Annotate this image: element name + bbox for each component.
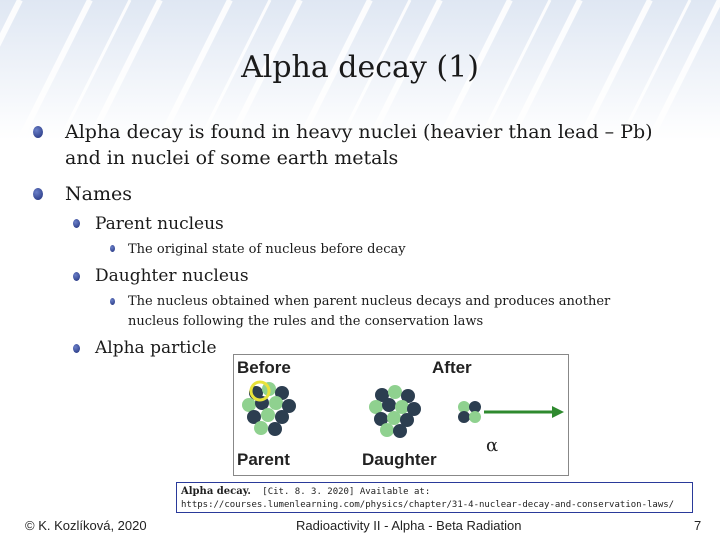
parent-nucleus-description: The original state of nucleus before decay <box>128 242 406 257</box>
parent-nucleus-icon <box>242 382 296 436</box>
bullet-parent-nucleus: Parent nucleus <box>95 214 224 234</box>
alpha-decay-figure <box>233 354 569 476</box>
bullet-dot <box>73 344 80 353</box>
bullet-dot <box>73 272 80 281</box>
bullet-daughter-nucleus: Daughter nucleus <box>95 266 249 286</box>
alpha-particle-icon <box>458 401 481 423</box>
figure-label-after: After <box>432 358 472 377</box>
figure-label-daughter: Daughter <box>362 450 437 469</box>
bullet-dot <box>33 126 43 138</box>
figure-label-alpha: α <box>486 435 499 456</box>
figure-label-before: Before <box>237 358 291 377</box>
bullet-dot <box>73 219 80 228</box>
bullet-alpha-decay: Alpha decay is found in heavy nuclei (heavier than lead – Pb) and in nuclei of some earth metals <box>65 121 653 169</box>
bullet-alpha-particle: Alpha particle <box>95 338 217 358</box>
caption-url[interactable]: https://courses.lumenlearning.com/physics/chapter/31-4-nuclear-decay-and-conservation-laws/ <box>181 500 675 510</box>
figure-label-parent: Parent <box>237 450 290 469</box>
daughter-nucleus-icon <box>369 385 421 438</box>
footer-author: © K. Kozlíková, 2020 <box>25 518 147 533</box>
footer-page-number: 7 <box>694 518 702 533</box>
bullet-dot <box>110 245 115 252</box>
bullet-dot <box>33 188 43 200</box>
caption-title: Alpha decay. <box>181 486 251 497</box>
footer-course: Radioactivity II - Alpha - Beta Radiation <box>296 518 522 533</box>
bullet-names: Names <box>65 183 132 205</box>
emission-arrow-icon <box>484 406 564 418</box>
nuclei-illustration <box>234 355 568 475</box>
slide-title: Alpha decay (1) <box>241 50 479 85</box>
bullet-dot <box>110 298 115 305</box>
caption-citation: [Cit. 8. 3. 2020] Available at: <box>262 487 431 497</box>
figure-caption <box>176 482 693 513</box>
daughter-nucleus-description: The nucleus obtained when parent nucleus decays and produces another nucleus following the rules and the conservation laws <box>128 294 611 329</box>
